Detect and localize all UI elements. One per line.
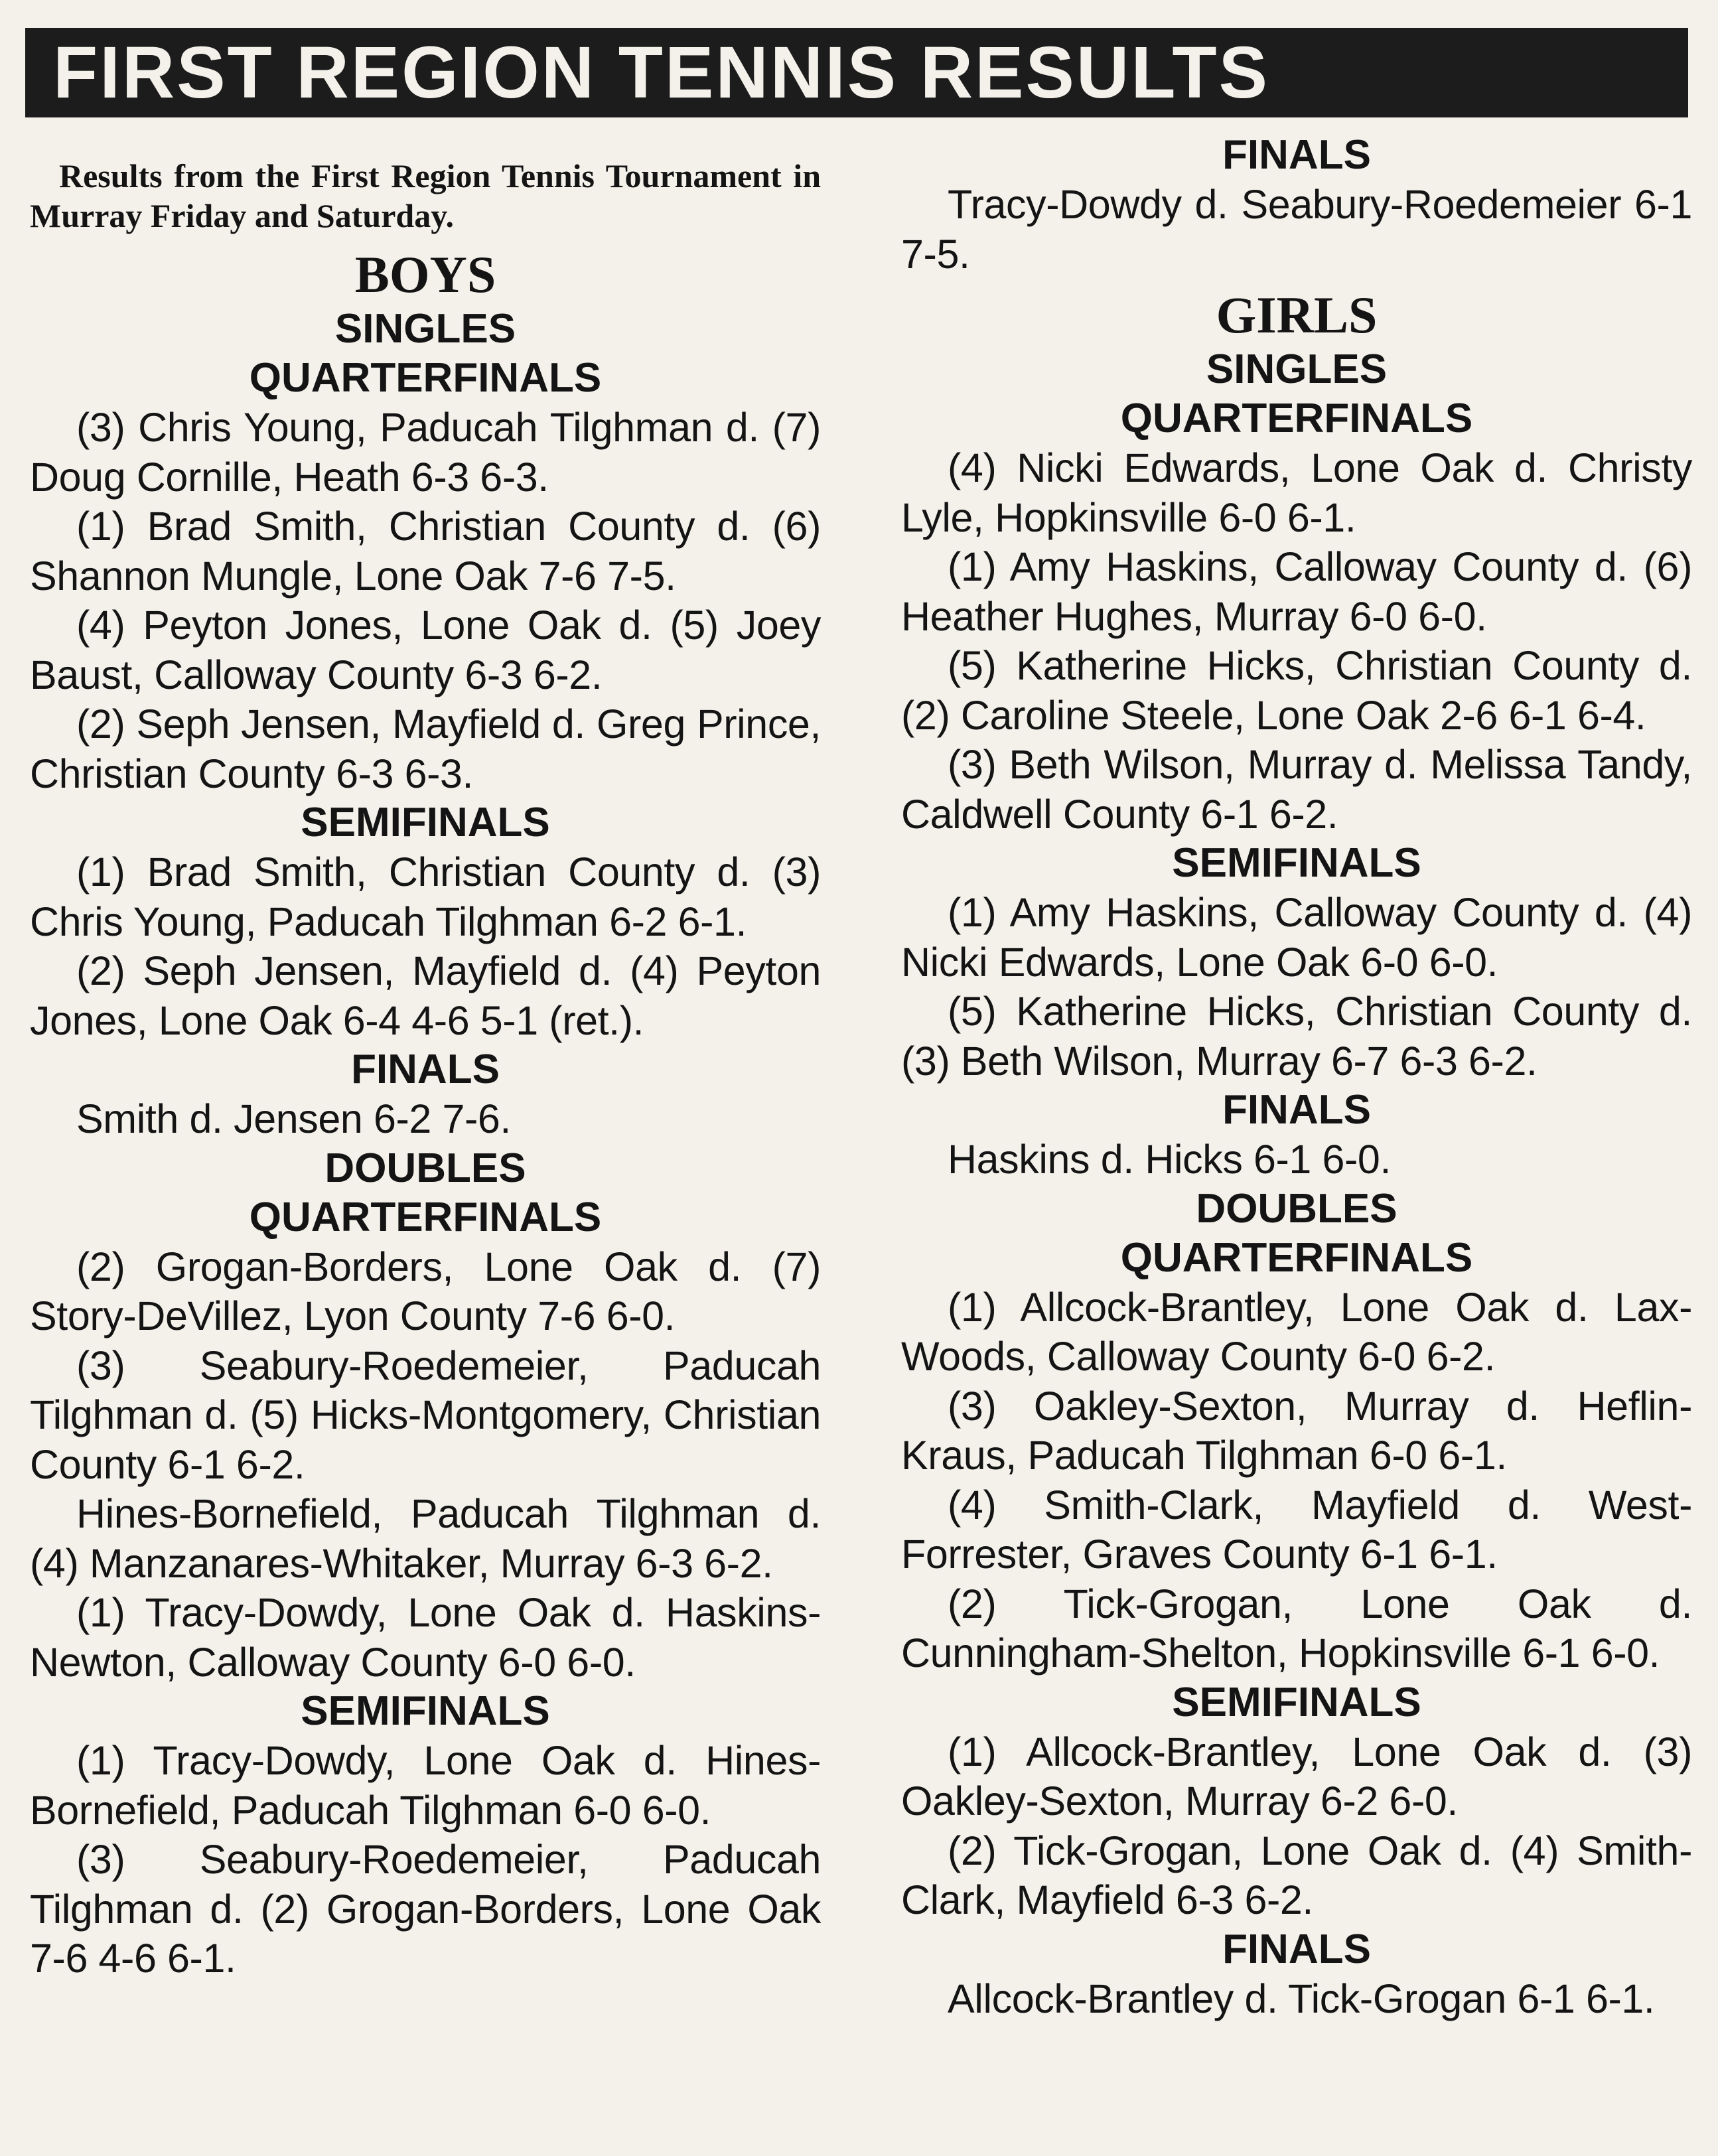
result-entry: (4) Nicki Edwards, Lone Oak d. Christy Lyle, Hopkinsville 6-0 6-1.: [901, 445, 1692, 540]
result-entry: (3) Seabury-Roedemeier, Paducah Tilghman d. (2) Grogan-Borders, Lone Oak 7-6 4-6 6-1.: [30, 1837, 821, 1981]
result-entry: (3) Seabury-Roedemeier, Paducah Tilghman d. (5) Hicks-Montgomery, Christian County 6-1 6-2.: [30, 1342, 821, 1487]
result-entry: Hines-Bornefield, Paducah Tilghman d. (4) Manzanares-Whitaker, Murray 6-3 6-2.: [30, 1491, 821, 1586]
result-entry: Tracy-Dowdy d. Seabury-Roedemeier 6-1 7-5.: [901, 182, 1692, 277]
result-entry: (1) Tracy-Dowdy, Lone Oak d. Haskins-Newton, Calloway County 6-0 6-0.: [30, 1590, 821, 1685]
result-entry: (3) Oakley-Sexton, Murray d. Heflin-Kraus, Paducah Tilghman 6-0 6-1.: [901, 1383, 1692, 1478]
headline-banner: [25, 28, 1688, 117]
boys-singles-semifinals-heading: SEMIFINALS: [301, 800, 550, 845]
left-column: [30, 143, 821, 1983]
result-entry: (4) Peyton Jones, Lone Oak d. (5) Joey Baust, Calloway County 6-3 6-2.: [30, 603, 821, 697]
girls-doubles-semifinals-heading: SEMIFINALS: [1172, 1679, 1421, 1725]
girls-doubles-finals-heading: FINALS: [1222, 1926, 1371, 1972]
result-entry: Allcock-Brantley d. Tick-Grogan 6-1 6-1.: [948, 1976, 1655, 2021]
girls-heading: GIRLS: [1216, 286, 1378, 344]
girls-singles-quarterfinals-heading: QUARTERFINALS: [1120, 395, 1473, 441]
girls-singles-finals-heading: FINALS: [1222, 1087, 1371, 1133]
boys-heading: BOYS: [354, 246, 496, 303]
result-entry: (1) Allcock-Brantley, Lone Oak d. Lax-Woods, Calloway County 6-0 6-2.: [901, 1284, 1692, 1379]
result-entry: (1) Brad Smith, Christian County d. (6) Shannon Mungle, Lone Oak 7-6 7-5.: [30, 504, 821, 599]
result-entry: (4) Smith-Clark, Mayfield d. West-Forrester, Graves County 6-1 6-1.: [901, 1482, 1692, 1577]
result-entry: Smith d. Jensen 6-2 7-6.: [76, 1096, 511, 1141]
result-entry: (1) Brad Smith, Christian County d. (3) Chris Young, Paducah Tilghman 6-2 6-1.: [30, 849, 821, 944]
boys-doubles-quarterfinals-heading: QUARTERFINALS: [249, 1194, 602, 1240]
boys-doubles-semifinals-heading: SEMIFINALS: [301, 1688, 550, 1734]
right-column: [901, 131, 1692, 2023]
result-entry: (5) Katherine Hicks, Christian County d. (2) Caroline Steele, Lone Oak 2-6 6-1 6-4.: [901, 643, 1692, 738]
result-entry: (1) Tracy-Dowdy, Lone Oak d. Hines-Bornefield, Paducah Tilghman 6-0 6-0.: [30, 1738, 821, 1833]
boys-doubles-heading: DOUBLES: [324, 1145, 526, 1191]
girls-doubles-quarterfinals-heading: QUARTERFINALS: [1120, 1234, 1473, 1281]
girls-singles-heading: SINGLES: [1206, 346, 1388, 392]
bleed-through-texture-top: [27, 0, 1672, 23]
boys-singles-heading: SINGLES: [334, 306, 516, 352]
result-entry: (1) Amy Haskins, Calloway County d. (6) Heather Hughes, Murray 6-0 6-0.: [901, 544, 1692, 639]
result-entry: (1) Amy Haskins, Calloway County d. (4) Nicki Edwards, Lone Oak 6-0 6-0.: [901, 890, 1692, 985]
girls-singles-semifinals-heading: SEMIFINALS: [1172, 840, 1421, 886]
boys-singles-quarterfinals-heading: QUARTERFINALS: [249, 355, 602, 401]
result-entry: (2) Seph Jensen, Mayfield d. Greg Prince, Christian County 6-3 6-3.: [30, 701, 821, 796]
result-entry: (5) Katherine Hicks, Christian County d. (3) Beth Wilson, Murray 6-7 6-3 6-2.: [901, 989, 1692, 1084]
result-entry: (2) Tick-Grogan, Lone Oak d. (4) Smith-Clark, Mayfield 6-3 6-2.: [901, 1828, 1692, 1922]
result-entry: (2) Tick-Grogan, Lone Oak d. Cunningham-Shelton, Hopkinsville 6-1 6-0.: [901, 1581, 1692, 1676]
boys-singles-finals-heading: FINALS: [351, 1046, 500, 1092]
result-entry: (2) Seph Jensen, Mayfield d. (4) Peyton Jones, Lone Oak 6-4 4-6 5-1 (ret.).: [30, 948, 821, 1043]
result-entry: (3) Chris Young, Paducah Tilghman d. (7) Doug Cornille, Heath 6-3 6-3.: [30, 405, 821, 500]
bleed-through-texture-left: [0, 358, 33, 2150]
result-entry: (3) Beth Wilson, Murray d. Melissa Tandy, Caldwell County 6-1 6-2.: [901, 742, 1692, 837]
result-entry: (2) Grogan-Borders, Lone Oak d. (7) Story-DeVillez, Lyon County 7-6 6-0.: [30, 1244, 821, 1338]
result-entry: (1) Allcock-Brantley, Lone Oak d. (3) Oakley-Sexton, Murray 6-2 6-0.: [901, 1729, 1692, 1824]
girls-doubles-heading: DOUBLES: [1196, 1185, 1397, 1232]
boys-doubles-finals-heading: FINALS: [1222, 132, 1371, 178]
result-entry: Haskins d. Hicks 6-1 6-0.: [948, 1137, 1391, 1182]
intro-paragraph: Results from the First Region Tennis Tournament in Murray Friday and Saturday.: [30, 157, 821, 234]
headline-title: FIRST REGION TENNIS RESULTS: [53, 32, 1269, 113]
